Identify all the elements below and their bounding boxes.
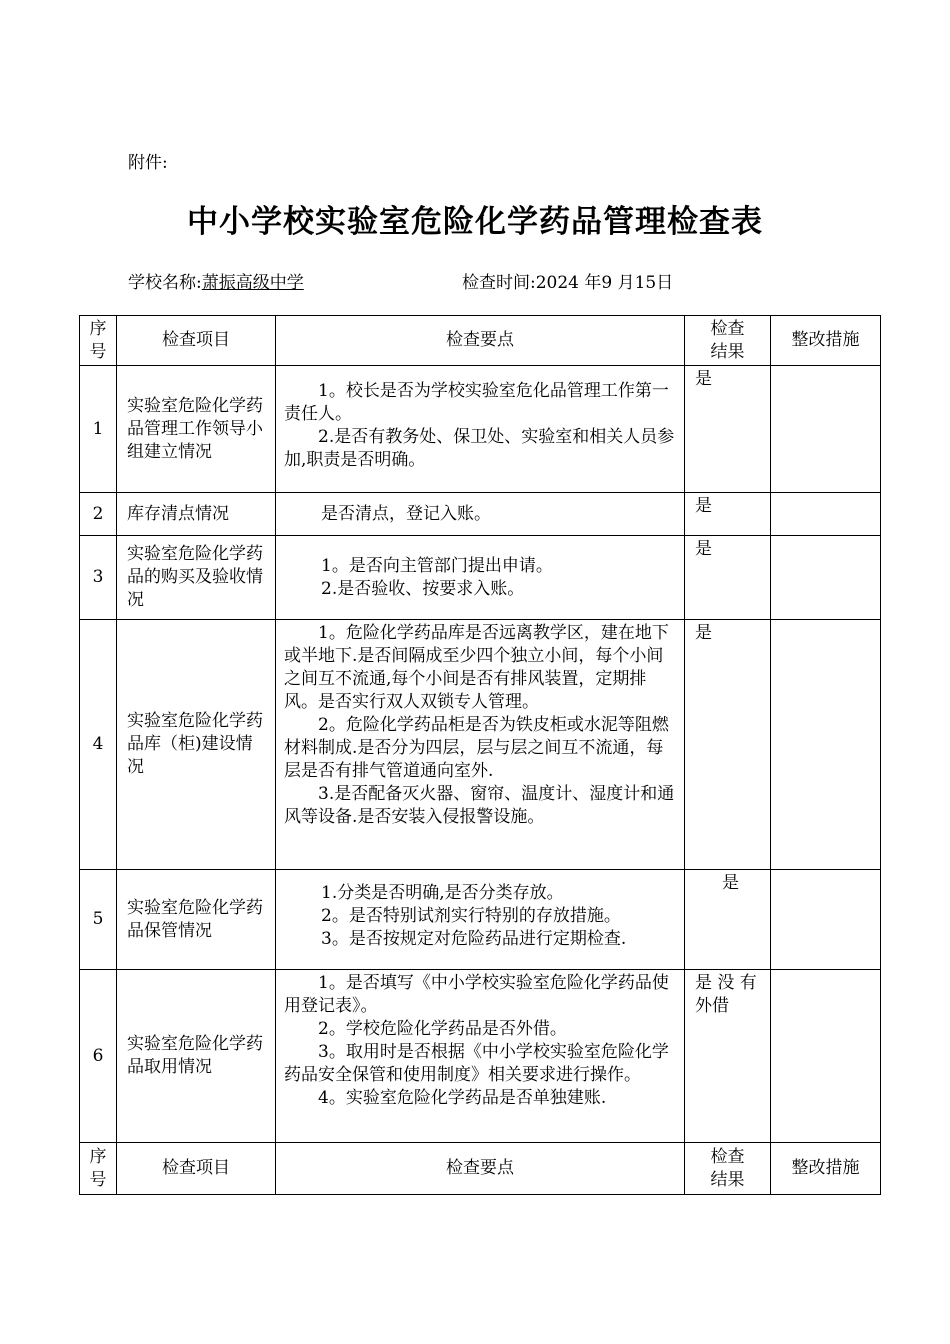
row-fix <box>771 870 881 970</box>
time-value: 2024 年9 月15日 <box>535 273 674 293</box>
row-no: 3 <box>80 536 117 620</box>
row-points <box>276 620 685 870</box>
header-result: 检查结果 <box>685 1143 771 1195</box>
header-fix: 整改措施 <box>771 316 881 366</box>
table-row <box>80 970 881 1143</box>
point-text: 2.是否有教务处、保卫处、实验室和相关人员参加,职责是否明确。 <box>284 427 675 470</box>
header-item: 检查项目 <box>117 1143 276 1195</box>
point-text: 1.分类是否明确,是否分类存放。 <box>321 883 564 903</box>
row-no: 4 <box>80 620 117 870</box>
header-result: 检查结果 <box>685 316 771 366</box>
point-text: 1。危险化学药品库是否远离教学区，建在地下或半地下.是否间隔成至少四个独立小间，每个小间之间互不流通,每个小间是否有排风装置，定期排风。是否实行双人双锁专人管理。 <box>284 623 669 712</box>
point-text: 1。是否填写《中小学校实验室危险化学药品使用登记表》。 <box>284 973 669 1016</box>
point-text: 2。危险化学药品柜是否为铁皮柜或水泥等阻燃材料制成.是否分为四层，层与层之间互不流通，每层是否有排气管道通向室外. <box>284 715 669 781</box>
attachment-label: 附件: <box>128 153 168 173</box>
header-fix: 整改措施 <box>771 1143 881 1195</box>
point-text: 2。是否特别试剂实行特别的存放措施。 <box>321 906 621 926</box>
school-name: 萧振高级中学 <box>201 273 304 293</box>
point-text: 4。实验室危险化学药品是否单独建账. <box>318 1088 607 1108</box>
row-fix <box>771 970 881 1143</box>
time-label: 检查时间: <box>462 273 536 293</box>
row-no: 6 <box>80 970 117 1143</box>
row-no: 1 <box>80 366 117 493</box>
row-result: 是 <box>685 366 771 493</box>
row-points <box>276 870 685 970</box>
header-item: 检查项目 <box>117 316 276 366</box>
table-header-row <box>80 316 881 366</box>
point-text: 3.是否配备灭火器、窗帘、温度计、湿度计和通风等设备.是否安装入侵报警设施。 <box>284 784 675 827</box>
row-points <box>276 366 685 493</box>
row-item: 库存清点情况 <box>117 493 276 536</box>
row-item: 实验室危险化学药品保管情况 <box>117 870 276 970</box>
row-fix <box>771 366 881 493</box>
row-points <box>276 536 685 620</box>
row-no: 5 <box>80 870 117 970</box>
point-text: 1。校长是否为学校实验室危化品管理工作第一责任人。 <box>284 381 669 424</box>
row-fix <box>771 620 881 870</box>
inspection-table <box>79 315 881 1195</box>
table-row <box>80 493 881 536</box>
row-result: 是 <box>685 620 771 870</box>
point-text: 是否清点，登记入账。 <box>321 503 491 524</box>
table-footer-header-row <box>80 1143 881 1195</box>
table-row <box>80 366 881 493</box>
school-info <box>128 268 324 293</box>
header-points: 检查要点 <box>276 316 685 366</box>
row-no: 2 <box>80 493 117 536</box>
point-text: 3。取用时是否根据《中小学校实验室危险化学药品安全保管和使用制度》相关要求进行操作。 <box>284 1042 669 1085</box>
header-points: 检查要点 <box>276 1143 685 1195</box>
header-no: 序号 <box>80 316 117 366</box>
table-row <box>80 536 881 620</box>
inspection-time <box>462 268 673 293</box>
row-item: 实验室危险化学药品取用情况 <box>117 970 276 1143</box>
row-result: 是 <box>685 493 771 536</box>
point-text: 3。是否按规定对危险药品进行定期检查. <box>321 929 627 949</box>
row-points <box>276 493 685 536</box>
table-row <box>80 620 881 870</box>
row-result: 是 <box>685 536 771 620</box>
row-item: 实验室危险化学药品管理工作领导小组建立情况 <box>117 366 276 493</box>
row-item: 实验室危险化学药品的购买及验收情况 <box>117 536 276 620</box>
point-text: 2.是否验收、按要求入账。 <box>321 578 525 599</box>
table-row <box>80 870 881 970</box>
row-fix <box>771 536 881 620</box>
header-no: 序号 <box>80 1143 117 1195</box>
page-title: 中小学校实验室危险化学药品管理检查表 <box>187 204 763 240</box>
point-text: 1。是否向主管部门提出申请。 <box>321 555 553 576</box>
row-item: 实验室危险化学药品库（柜)建设情况 <box>117 620 276 870</box>
point-text: 2。学校危险化学药品是否外借。 <box>318 1019 567 1039</box>
row-result: 是 没 有外借 <box>685 970 771 1143</box>
row-result: 是 <box>685 870 771 970</box>
row-points <box>276 970 685 1143</box>
school-label: 学校名称: <box>128 273 202 293</box>
row-fix <box>771 493 881 536</box>
